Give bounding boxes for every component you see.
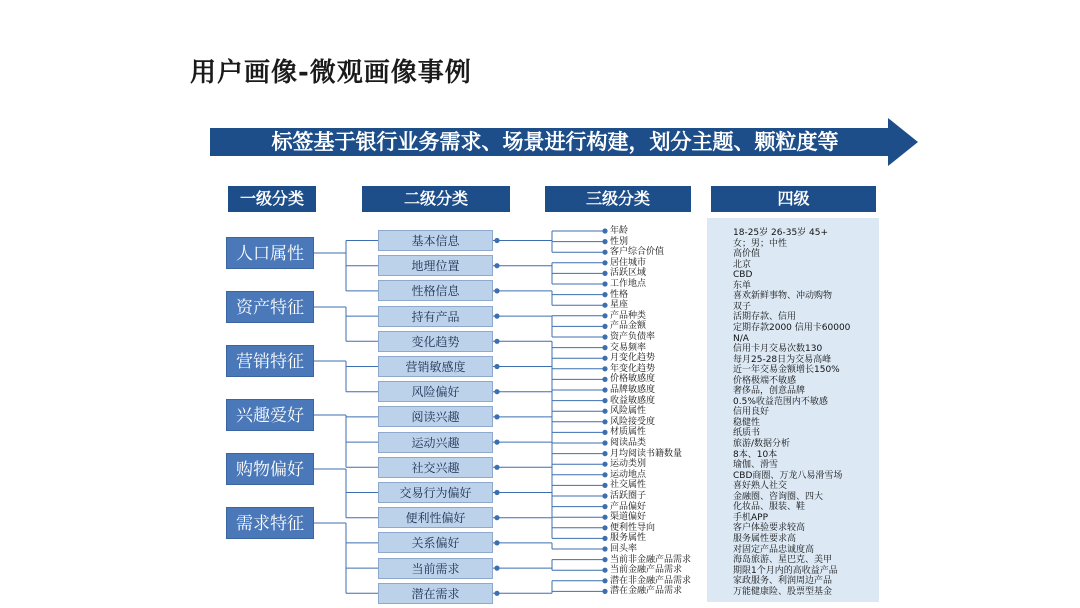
level3-item: 产品偏好 (610, 501, 647, 512)
level3-item: 交易频率 (610, 342, 647, 353)
level3-item: 居住城市 (610, 257, 647, 268)
level3-item: 性格 (610, 289, 629, 300)
level3-item: 阅读品类 (610, 438, 647, 448)
level4-item: 家政服务、利润周边产品 (733, 576, 833, 587)
level3-item: 年龄 (610, 226, 629, 236)
level3-item: 材质属性 (610, 427, 647, 438)
level2-box: 关系偏好 (378, 532, 493, 553)
level3-item: 当前非金融产品需求 (610, 554, 692, 565)
level4-item: CBD (733, 270, 753, 281)
level3-item: 品牌敏感度 (610, 385, 656, 395)
level4-item: 期限1个月内的高收益产品 (733, 565, 838, 576)
level3-item: 价格敏感度 (610, 374, 656, 385)
level4-item: 万能健康险、股票型基金 (733, 586, 833, 597)
level2-box: 潜在需求 (378, 583, 493, 604)
level3-item: 活跃区域 (610, 268, 647, 279)
level3-item: 服务属性 (610, 533, 647, 544)
level2-box: 风险偏好 (378, 381, 493, 402)
level4-item: 高价值 (733, 249, 761, 260)
level4-item: 18-25岁 26-35岁 45+ (733, 228, 829, 238)
level4-item: 喜欢新鲜事物、冲动购物 (733, 291, 833, 302)
level3-item: 社交属性 (610, 480, 647, 491)
level3-item: 产品金额 (610, 321, 647, 332)
level3-item: 性别 (610, 236, 629, 247)
level3-item: 潜在非金融产品需求 (610, 575, 692, 586)
level1-box: 人口属性 (226, 237, 314, 269)
level4-item: 客户体验要求较高 (733, 523, 806, 534)
level4-item: 奢侈品，创意品牌 (733, 386, 806, 397)
level3-item: 收益敏感度 (610, 395, 656, 406)
level4-item: 8本、10本 (733, 449, 778, 460)
level3-item: 年变化趋势 (610, 363, 656, 374)
level2-box: 持有产品 (378, 306, 493, 327)
banner-text: 标签基于银行业务需求、场景进行构建，划分主题、颗粒度等 (271, 130, 839, 154)
level4-item: 北京 (733, 259, 752, 270)
level3-item: 回头率 (610, 544, 638, 554)
level4-item: 海岛旅游、星巴克、美甲 (733, 555, 833, 566)
level1-box: 兴趣爱好 (226, 399, 314, 431)
level4-item: CBD商圈、万龙八易滑雪场 (733, 470, 843, 481)
level3-item: 星座 (610, 300, 629, 311)
level3-item: 潜在金融产品需求 (610, 586, 683, 597)
level4-item: 旅游/数据分析 (733, 439, 791, 449)
level2-box: 运动兴趣 (378, 432, 493, 453)
level3-item: 资产负债率 (610, 332, 656, 342)
level4-item: 喜好熟人社交 (733, 481, 788, 492)
level3-item: 月变化趋势 (610, 353, 656, 364)
level4-item: 东单 (733, 280, 752, 291)
level2-box: 变化趋势 (378, 331, 493, 352)
level4-item: 稳健性 (733, 417, 761, 428)
level4-item: N/A (733, 333, 749, 344)
level3-item: 风险接受度 (610, 416, 656, 427)
level4-item: 近一年交易金额增长150% (733, 365, 840, 376)
level1-box: 需求特征 (226, 507, 314, 539)
level3-item: 运动类别 (610, 459, 647, 470)
level1-box: 购物偏好 (226, 453, 314, 485)
level2-box: 营销敏感度 (378, 356, 493, 377)
level3-item: 客户综合价值 (610, 247, 665, 258)
level2-box: 阅读兴趣 (378, 406, 493, 427)
level3-item: 产品种类 (610, 310, 647, 321)
level4-item: 手机APP (733, 512, 769, 523)
level4-item: 瑜伽、滑雪 (733, 460, 779, 471)
level2-box: 便利性偏好 (378, 507, 493, 528)
level4-item: 金融圈、咨询圈、四大 (733, 491, 824, 502)
level4-item: 活期存款、信用 (733, 312, 797, 323)
level4-item: 每月25-28日为交易高峰 (733, 354, 832, 365)
level4-item: 0.5%收益范围内不敏感 (733, 396, 828, 407)
level4-item: 女；男；中性 (733, 238, 788, 249)
level4-item: 纸质书 (733, 428, 761, 439)
level4-item: 价格极端不敏感 (733, 375, 797, 386)
level1-box: 资产特征 (226, 291, 314, 323)
page-title: 用户画像-微观画像事例 (190, 58, 472, 88)
level3-item: 活跃圈子 (610, 491, 647, 501)
level4-item: 服务属性要求高 (733, 533, 797, 544)
level4-item: 信用良好 (733, 407, 770, 418)
level1-box: 营销特征 (226, 345, 314, 377)
level4-item: 双子 (733, 301, 752, 312)
level3-item: 渠道偏好 (610, 512, 647, 523)
level4-item: 信用卡月交易次数130 (733, 344, 823, 355)
level3-item: 工作地点 (610, 279, 647, 289)
header-level4: 四级 (711, 186, 876, 212)
header-level3: 三级分类 (545, 186, 691, 212)
level3-item: 便利性导向 (610, 522, 656, 533)
level3-item: 运动地点 (610, 469, 647, 480)
level3-item: 当前金融产品需求 (610, 565, 683, 576)
level4-item: 化妆品、服装、鞋 (733, 502, 806, 513)
level2-box: 地理位置 (378, 255, 493, 276)
header-level1: 一级分类 (228, 186, 316, 212)
header-level2: 二级分类 (362, 186, 510, 212)
level2-box: 当前需求 (378, 558, 493, 579)
level2-box: 交易行为偏好 (378, 482, 493, 503)
level3-item: 风险属性 (610, 406, 647, 417)
level2-box: 性格信息 (378, 280, 493, 301)
level3-item: 月均阅读书籍数量 (610, 448, 683, 459)
level4-item: 对固定产品忠诚度高 (733, 544, 815, 555)
level4-item: 定期存款2000 信用卡60000 (733, 322, 851, 333)
level2-box: 基本信息 (378, 230, 493, 251)
level2-box: 社交兴趣 (378, 457, 493, 478)
